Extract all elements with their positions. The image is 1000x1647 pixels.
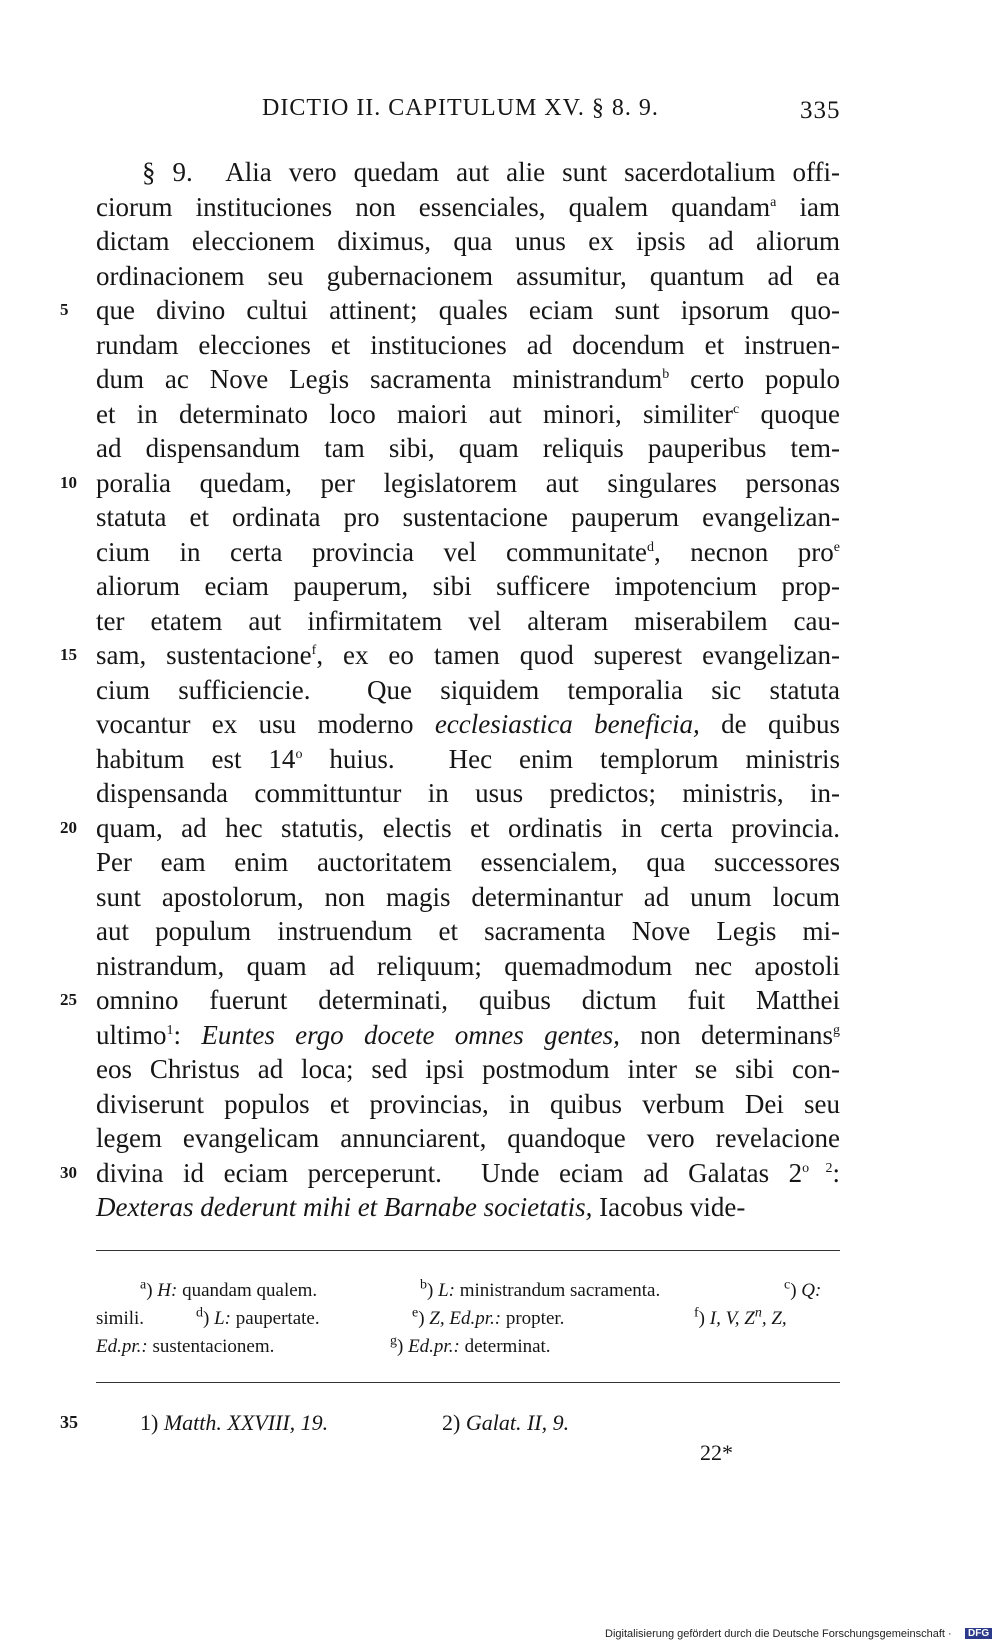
apparatus-note-c: $^c$) Q: bbox=[784, 1277, 822, 1301]
text-line bbox=[96, 190, 840, 225]
line-text: dum ac Nove Legis sacramenta ministrandum$^b$ certo populo bbox=[96, 364, 840, 394]
running-header bbox=[262, 95, 841, 124]
apparatus-note-a: $^a$) H: quandam qualem. bbox=[140, 1277, 318, 1301]
line-text: rundam elecciones et instituciones ad docendum et instruen- bbox=[96, 329, 840, 360]
line-text: cium in certa provincia vel communitate$^d$, necnon pro$^e$ bbox=[96, 536, 840, 567]
line-text: cium sufficiencie. Que siquidem temporalia sic statuta bbox=[96, 674, 840, 705]
line-number: 20 bbox=[60, 817, 77, 837]
text-line bbox=[96, 1087, 840, 1122]
apparatus-rule bbox=[96, 1250, 840, 1251]
references-rule bbox=[96, 1382, 840, 1383]
apparatus-note-f-cont: Ed.pr.: sustentacionem. bbox=[96, 1336, 275, 1357]
line-text: sunt apostolorum, non magis determinantur ad unum locum bbox=[96, 881, 840, 912]
text-line bbox=[96, 776, 840, 811]
text-line bbox=[96, 673, 840, 708]
line-text: ultimo$^1$: Euntes ergo docete omnes gentes, non determinans$^g$ bbox=[96, 1019, 840, 1050]
signature-mark: 22* bbox=[700, 1440, 733, 1465]
apparatus-note-d: $^d$) L: paupertate. bbox=[196, 1305, 320, 1329]
reference-1: 1) Matth. XXVIII, 19. bbox=[140, 1410, 329, 1435]
text-line bbox=[60, 1156, 840, 1191]
line-text: ad dispensandum tam sibi, quam reliquis pauperibus tem- bbox=[96, 433, 840, 463]
line-number: 10 bbox=[60, 472, 77, 492]
line-text: vocantur ex usu moderno ecclesiastica beneficia, de quibus bbox=[96, 709, 840, 739]
line-text: aliorum eciam pauperum, sibi sufficere impotencium prop- bbox=[96, 571, 840, 601]
line-text: ordinacionem seu gubernacionem assumitur, quantum ad ea bbox=[96, 260, 840, 291]
text-line bbox=[96, 500, 840, 535]
text-line bbox=[96, 224, 840, 259]
page-number: 335 bbox=[800, 97, 841, 124]
apparatus-note-b: $^b$) L: ministrandum sacramenta. bbox=[420, 1277, 661, 1301]
apparatus-note-g: $^g$) Ed.pr.: determinat. bbox=[390, 1333, 551, 1357]
text-line bbox=[96, 1121, 840, 1156]
apparatus-note-f: $^f$) I, V, $Z^n$, Z, bbox=[694, 1305, 787, 1329]
text-line bbox=[60, 983, 840, 1018]
text-line bbox=[96, 328, 840, 363]
running-title: DICTIO II. CAPITULUM XV. § 8. 9. bbox=[262, 95, 659, 121]
line-text: diviserunt populos et provincias, in quibus verbum Dei seu bbox=[96, 1088, 840, 1119]
line-text: statuta et ordinata pro sustentacione pauperum evangelizan- bbox=[96, 502, 840, 532]
text-line bbox=[96, 1052, 840, 1087]
main-text bbox=[60, 155, 841, 1225]
text-line bbox=[60, 638, 841, 673]
text-line bbox=[96, 1190, 840, 1225]
line-text: legem evangelicam annunciarent, quandoque vero revelacione bbox=[96, 1123, 840, 1153]
line-text: divina id eciam perceperunt. Unde eciam ad Galatas $2^{o 2}$: bbox=[96, 1157, 840, 1188]
text-line bbox=[96, 880, 840, 915]
line-text: dispensanda committuntur in usus predictos; ministris, in- bbox=[96, 778, 840, 808]
text-line bbox=[96, 569, 840, 604]
digitization-note: Digitalisierung gefördert durch die Deutsche Forschungsgemeinschaft · bbox=[605, 1628, 952, 1640]
line-text: dictam eleccionem diximus, qua unus ex ipsis ad aliorum bbox=[96, 226, 840, 256]
text-line bbox=[60, 293, 840, 328]
line-text: ciorum instituciones non essenciales, qualem quandam$^a$ iam bbox=[96, 191, 840, 222]
line-text: aut populum instruendum et sacramenta Nove Legis mi- bbox=[96, 916, 840, 946]
text-line bbox=[60, 811, 840, 846]
line-text: que divino cultui attinent; quales eciam sunt ipsorum quo- bbox=[96, 295, 840, 325]
text-line bbox=[96, 914, 840, 949]
line-number: 30 bbox=[60, 1162, 77, 1182]
reference-line-number: 35 bbox=[60, 1412, 78, 1432]
line-text: quam, ad hec statutis, electis et ordinatis in certa provincia. bbox=[96, 812, 840, 843]
text-line bbox=[96, 845, 840, 880]
line-text: et in determinato loco maiori aut minori, similiter$^c$ quoque bbox=[96, 398, 841, 429]
line-text: Dexteras dederunt mihi et Barnabe societatis, Iacobus vide- bbox=[96, 1192, 746, 1222]
apparatus-note-c-cont: simili. bbox=[96, 1308, 145, 1329]
text-line bbox=[96, 707, 840, 742]
line-text: poralia quedam, per legislatorem aut singulares personas bbox=[96, 467, 840, 498]
text-line bbox=[60, 466, 840, 501]
text-line bbox=[96, 155, 840, 190]
text-line bbox=[96, 949, 840, 984]
line-text: omnino fuerunt determinati, quibus dictum fuit Matthei bbox=[96, 985, 840, 1015]
text-line bbox=[96, 1018, 840, 1053]
line-text: eos Christus ad loca; sed ipsi postmodum inter se sibi con- bbox=[96, 1054, 840, 1084]
dfg-logo: DFG bbox=[965, 1628, 992, 1639]
text-line bbox=[96, 397, 840, 432]
line-text: nistrandum, quam ad reliquum; quemadmodum nec apostoli bbox=[96, 950, 840, 981]
text-line bbox=[96, 362, 840, 397]
line-number: 15 bbox=[60, 645, 77, 664]
text-line bbox=[96, 431, 840, 466]
reference-2: 2) Galat. II, 9. bbox=[442, 1410, 570, 1435]
line-number: 5 bbox=[60, 300, 69, 319]
apparatus-note-e: $^e$) Z, Ed.pr.: propter. bbox=[412, 1305, 565, 1329]
text-line bbox=[96, 259, 840, 294]
line-text: ter etatem aut infirmitatem vel alteram miserabilem cau- bbox=[96, 605, 840, 636]
line-text: § 9. Alia vero quedam aut alie sunt sacerdotalium offi- bbox=[142, 157, 840, 187]
line-number: 25 bbox=[60, 990, 77, 1009]
line-text: Per eam enim auctoritatem essencialem, qua successores bbox=[96, 847, 840, 877]
text-line bbox=[96, 535, 840, 570]
text-line bbox=[96, 604, 840, 639]
text-line bbox=[96, 742, 840, 777]
line-text: habitum est 14$^o$ huius. Hec enim templorum ministris bbox=[96, 743, 840, 774]
line-text: sam, sustentacione$^f$, ex eo tamen quod superest evangelizan- bbox=[96, 640, 841, 670]
